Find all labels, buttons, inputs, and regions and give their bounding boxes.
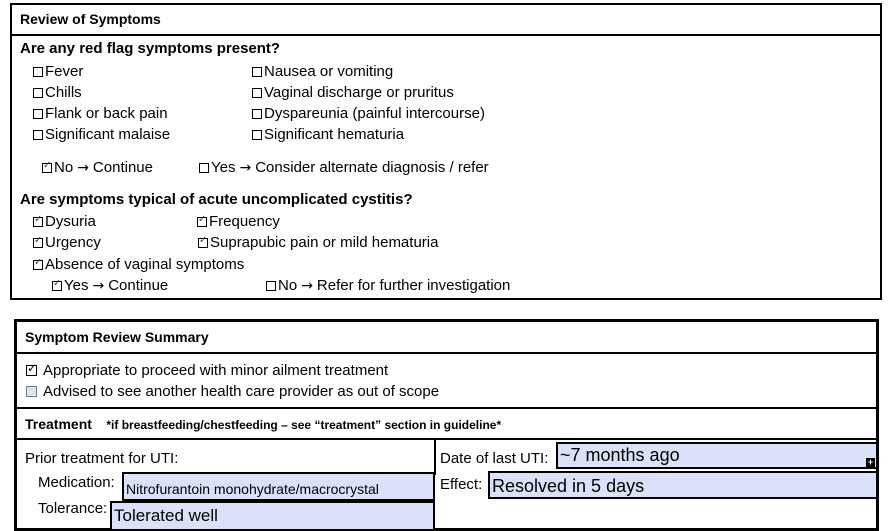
red-flag-question: Are any red flag symptoms present? (20, 40, 281, 57)
divider (14, 352, 879, 354)
checkbox-checked-icon[interactable] (26, 365, 37, 376)
checkbox-icon[interactable] (252, 88, 262, 98)
tolerance-label: Tolerance: (38, 500, 108, 517)
typical-no-option[interactable]: No → Refer for further investigation (266, 277, 510, 294)
tolerance-field[interactable]: Tolerated well (110, 501, 435, 531)
date-last-uti-field[interactable]: ~7 months ago (556, 442, 878, 469)
red-flag-nausea[interactable]: Nausea or vomiting (252, 63, 393, 80)
treatment-note: *if breastfeeding/chestfeeding – see “treatment” section in guideline* (106, 418, 502, 432)
right-arrow-icon: → (239, 159, 252, 176)
right-arrow-icon: → (301, 277, 313, 294)
divider (14, 407, 879, 409)
typical-no-vaginal-symptoms[interactable]: ✓ Absence of vaginal symptoms (33, 256, 244, 273)
checkbox-icon[interactable] (33, 109, 43, 119)
prior-treatment-label: Prior treatment for UTI: (25, 450, 179, 467)
typical-question: Are symptoms typical of acute uncomplicated cystitis? (20, 191, 413, 208)
typical-urgency[interactable]: ✓ Urgency (33, 234, 101, 251)
red-flag-flank-pain[interactable]: Flank or back pain (33, 105, 168, 122)
typical-frequency[interactable]: ✓ Frequency (197, 213, 280, 230)
right-arrow-icon: → (77, 159, 89, 176)
red-flag-no-option[interactable]: ✓ No → Continue (42, 159, 153, 176)
checkbox-icon[interactable] (33, 88, 43, 98)
red-flag-chills[interactable]: Chills (33, 84, 82, 101)
red-flag-hematuria[interactable]: Significant hematuria (252, 126, 404, 143)
summary-option-proceed[interactable]: ✓ Appropriate to proceed with minor ailment treatment (26, 362, 388, 379)
checkbox-icon[interactable] (26, 386, 37, 397)
summary-title: Symptom Review Summary (25, 329, 209, 345)
checkbox-checked-icon[interactable] (198, 238, 208, 248)
column-divider (434, 438, 436, 475)
typical-dysuria[interactable]: ✓ Dysuria (33, 213, 96, 230)
red-flag-vaginal-discharge[interactable]: Vaginal discharge or pruritus (252, 84, 454, 101)
red-flag-yes-option[interactable]: Yes → Consider alternate diagnosis / refer (199, 159, 489, 176)
checkbox-icon[interactable] (33, 130, 43, 140)
red-flag-fever[interactable]: Fever (33, 63, 83, 80)
checkbox-icon[interactable] (33, 67, 43, 77)
red-flag-malaise[interactable]: Significant malaise (33, 126, 170, 143)
medication-label: Medication: (38, 474, 115, 491)
checkbox-icon[interactable] (252, 109, 262, 119)
checkbox-checked-icon[interactable] (33, 260, 43, 270)
checkbox-checked-icon[interactable] (33, 217, 43, 227)
typical-yes-option[interactable]: ✓ Yes → Continue (52, 277, 168, 294)
typical-suprapubic[interactable]: ✓ Suprapubic pain or mild hematuria (198, 234, 438, 251)
checkbox-icon[interactable] (252, 130, 262, 140)
medication-field[interactable]: Nitrofurantoin monohydrate/macrocrystal (122, 472, 435, 501)
summary-option-out-of-scope[interactable]: Advised to see another health care provider as out of scope (26, 383, 439, 400)
checkbox-icon[interactable] (252, 67, 262, 77)
right-arrow-icon: → (92, 277, 105, 294)
treatment-header (25, 416, 501, 434)
effect-label: Effect: (440, 476, 483, 493)
checkbox-icon[interactable] (266, 281, 276, 291)
checkbox-checked-icon[interactable] (52, 281, 62, 291)
checkbox-checked-icon[interactable] (197, 217, 207, 227)
checkbox-checked-icon[interactable] (42, 163, 52, 173)
date-last-uti-label: Date of last UTI: (440, 450, 549, 467)
checkbox-icon[interactable] (199, 163, 209, 173)
checkbox-checked-icon[interactable] (33, 238, 43, 248)
review-title: Review of Symptoms (20, 11, 161, 27)
treatment-title: Treatment (25, 416, 92, 432)
effect-field[interactable]: Resolved in 5 days (488, 471, 878, 499)
red-flag-dyspareunia[interactable]: Dyspareunia (painful intercourse) (252, 105, 485, 122)
plus-icon[interactable]: + (867, 457, 874, 467)
divider (14, 438, 879, 440)
